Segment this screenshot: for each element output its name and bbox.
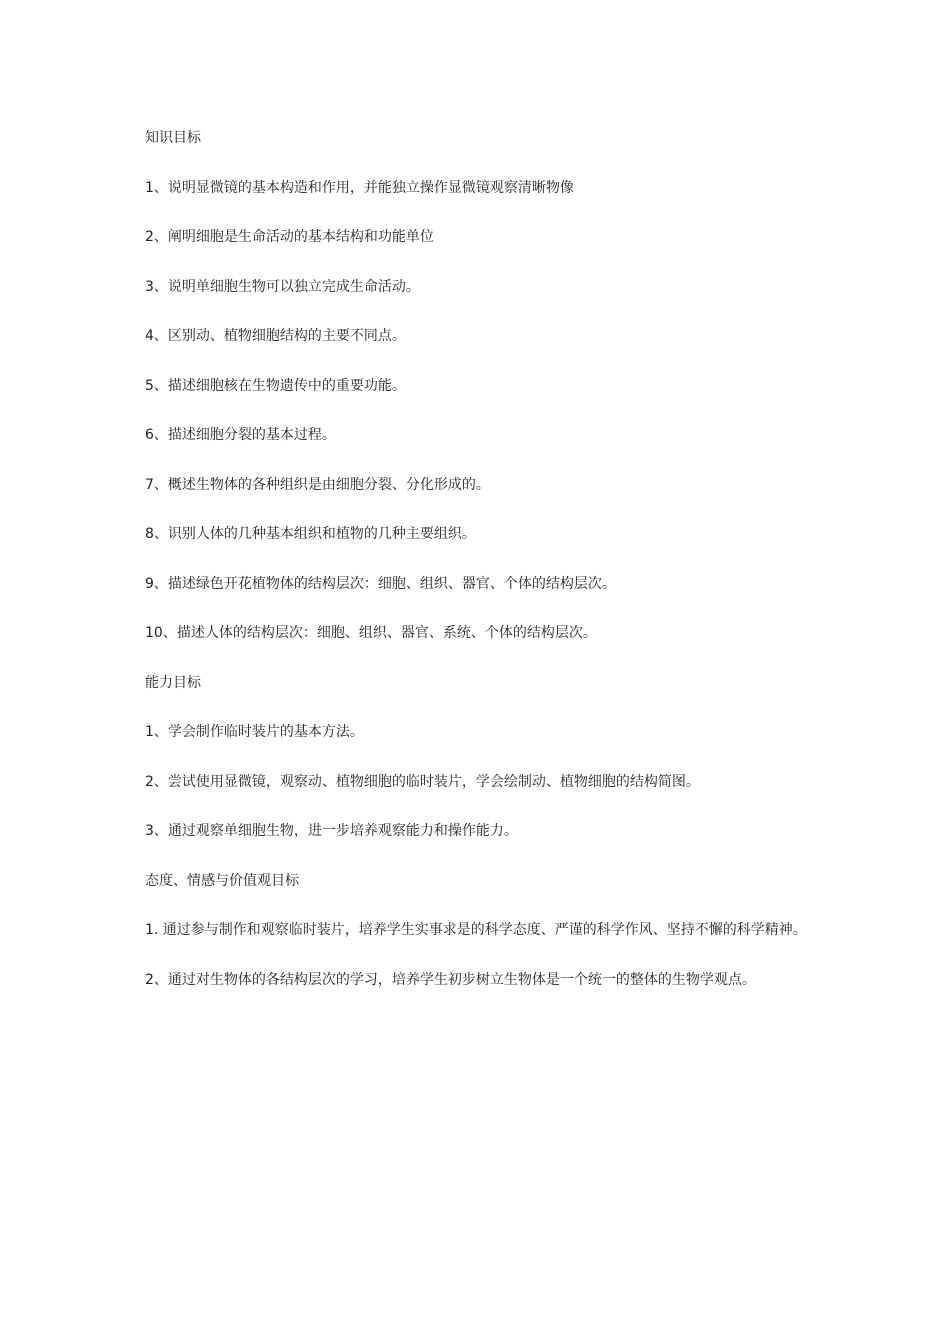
- knowledge-item: 3、说明单细胞生物可以独立完成生命活动。: [145, 278, 420, 295]
- knowledge-item: 2、阐明细胞是生命活动的基本结构和功能单位: [145, 229, 434, 245]
- knowledge-item: 4、区别动、植物细胞结构的主要不同点。: [145, 328, 406, 344]
- attitude-item: 1. 通过参与制作和观察临时装片，培养学生实事求是的科学态度、严谨的科学作风、坚持不懈的科学精神。: [145, 922, 807, 938]
- section-heading-ability: 能力目标: [145, 674, 201, 691]
- attitude-item: 2、通过对生物体的各结构层次的学习，培养学生初步树立生物体是一个统一的整体的生物学观点。: [145, 971, 756, 988]
- knowledge-item: 8、识别人体的几种基本组织和植物的几种主要组织。: [145, 526, 476, 542]
- ability-item: 3、通过观察单细胞生物，进一步培养观察能力和操作能力。: [145, 823, 518, 839]
- knowledge-item: 1、说明显微镜的基本构造和作用，并能独立操作显微镜观察清晰物像: [145, 179, 574, 196]
- knowledge-item: 6、描述细胞分裂的基本过程。: [145, 427, 336, 443]
- knowledge-item: 5、描述细胞核在生物遗传中的重要功能。: [145, 377, 406, 394]
- section-heading-attitude: 态度、情感与价值观目标: [145, 872, 299, 889]
- ability-item: 2、尝试使用显微镜，观察动、植物细胞的临时装片，学会绘制动、植物细胞的结构简图。: [145, 773, 700, 790]
- knowledge-item: 10、描述人体的结构层次：细胞、组织、器官、系统、个体的结构层次。: [145, 625, 597, 641]
- knowledge-item: 7、概述生物体的各种组织是由细胞分裂、分化形成的。: [145, 476, 490, 493]
- section-heading-knowledge: 知识目标: [145, 130, 201, 146]
- knowledge-item: 9、描述绿色开花植物体的结构层次：细胞、组织、器官、个体的结构层次。: [145, 575, 616, 592]
- ability-item: 1、学会制作临时装片的基本方法。: [145, 724, 364, 740]
- document-body: [145, 126, 810, 1017]
